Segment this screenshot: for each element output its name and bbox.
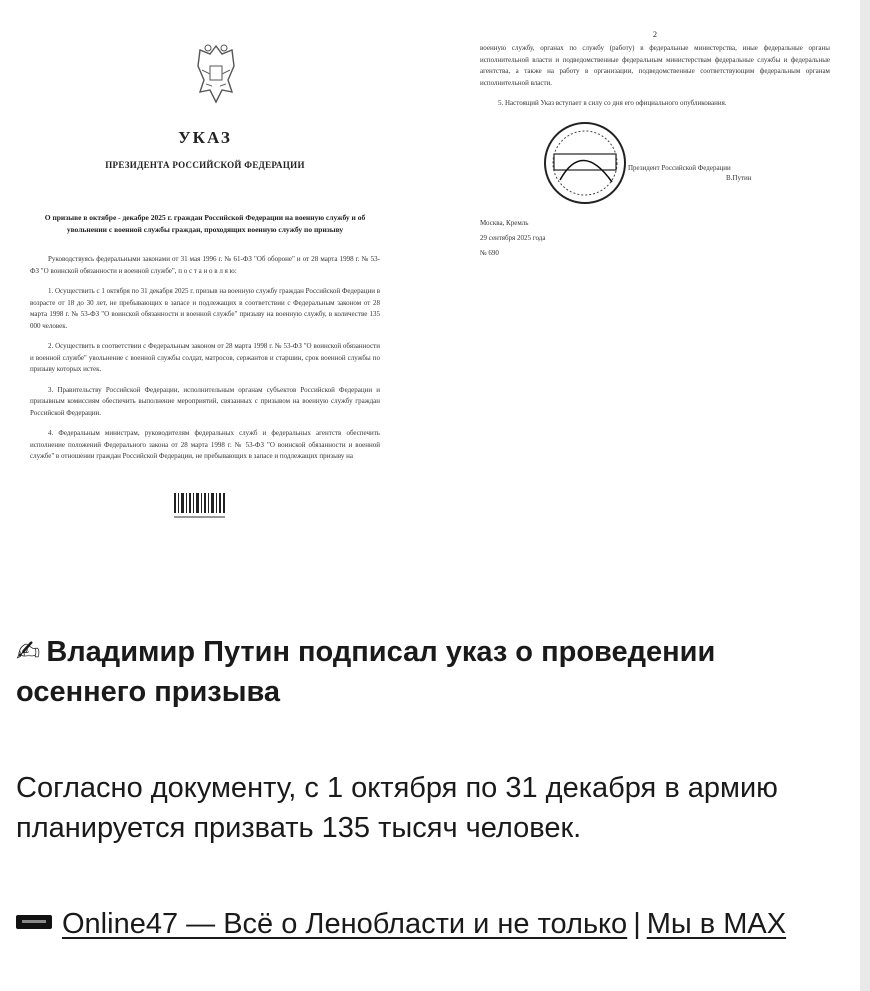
decree-paragraph: Руководствуясь федеральными законами от 31 мая 1996 г. № 61-ФЗ "Об обороне" и от 28 марта 1998 г. № 53-ФЗ "О воинской обязанности и военной службе", п о с т а н о в л я ю:: [30, 255, 380, 275]
post-body: Согласно документу, с 1 октября по 31 декабря в армию планируется призвать 135 тысяч человек.: [16, 772, 778, 844]
post-headline: [16, 632, 846, 712]
decree-page-1: [30, 30, 380, 521]
coat-of-arms-icon: [190, 40, 242, 110]
decree-paragraph: 5. Настоящий Указ вступает в силу со дня его официального опубликования.: [498, 99, 727, 107]
signature-block: [480, 124, 830, 214]
max-link[interactable]: Мы в MAX: [646, 908, 787, 940]
decree-paragraph: 4. Федеральным министрам, руководителям федеральных служб и федеральных агентств обеспечить исполнение положений Федерального закона от 28 марта 1998 г. № 53-ФЗ "О воинской обязанности и военной службе" в отношении граждан Российской Федерации, не пребывающих в запасе и подлежащих призыву на: [30, 429, 380, 460]
decree-paragraph: 2. Осуществить в соответствии с Федеральным законом от 28 марта 1998 г. № 53-ФЗ "О воинской обязанности и военной службе" увольнение с военной службы солдат, матросов, сержантов и старшин, срок военной службы по призыву которых истек.: [30, 342, 380, 373]
decree-paragraph: военную службу, органах по службу (работу) в федеральные министерства, иные федеральные органы исполнительной власти и подведомственные федеральным министерствам федеральные службы и федеральные агентства, а также на работу в организации, подведомственные соответствующим федеральным органам исполнительной власти.: [480, 44, 830, 87]
decree-place: Москва, Кремль: [480, 218, 529, 227]
writing-hand-icon: ✍: [16, 636, 41, 668]
decree-page-2: [480, 30, 830, 259]
decree-paragraph: 1. Осуществить с 1 октября по 31 декабря 2025 г. призыв на военную службу граждан Российской Федерации в возрасте от 18 до 30 лет, не пребывающих в запасе и подлежащих в соответствии с Федеральным законом от 28 марта 1998 г. № 53-ФЗ "О воинской обязанности и военной службе" призыву на военную службу, в количестве 135 000 человек.: [30, 287, 380, 330]
footer-separator: |: [633, 908, 641, 940]
channel-link[interactable]: Online47 — Всё о Ленобласти и не только: [62, 908, 628, 940]
headline-text: Владимир Путин подписал указ о проведении осеннего призыва: [16, 636, 716, 708]
signer-title: Президент Российской Федерации: [628, 163, 731, 172]
signer-name: В.Путин: [726, 173, 752, 182]
decree-date: 29 сентября 2025 года: [480, 233, 546, 242]
post-footer: [16, 904, 846, 944]
decree-number: № 690: [480, 248, 499, 257]
decree-paragraph: 3. Правительству Российской Федерации, исполнительным органам субъектов Российской Федерации и призывным комиссиям обеспечить выполнение мероприятий, связанных с призывом на военную службу граждан Российской Федерации.: [30, 385, 380, 417]
channel-logo-icon: [16, 915, 52, 929]
stamp-icon: [542, 120, 628, 206]
post-content: [16, 632, 846, 944]
page-number: 2: [653, 30, 657, 39]
decree-title: УКАЗ: [178, 128, 232, 147]
barcode-icon: [172, 491, 228, 521]
decree-subtitle: ПРЕЗИДЕНТА РОССИЙСКОЙ ФЕДЕРАЦИИ: [105, 160, 305, 170]
decree-heading: О призыве в октябре - декабре 2025 г. граждан Российской Федерации на военную службу и об увольнении с военной службы граждан, проходящих военную службу по призыву: [44, 213, 366, 234]
